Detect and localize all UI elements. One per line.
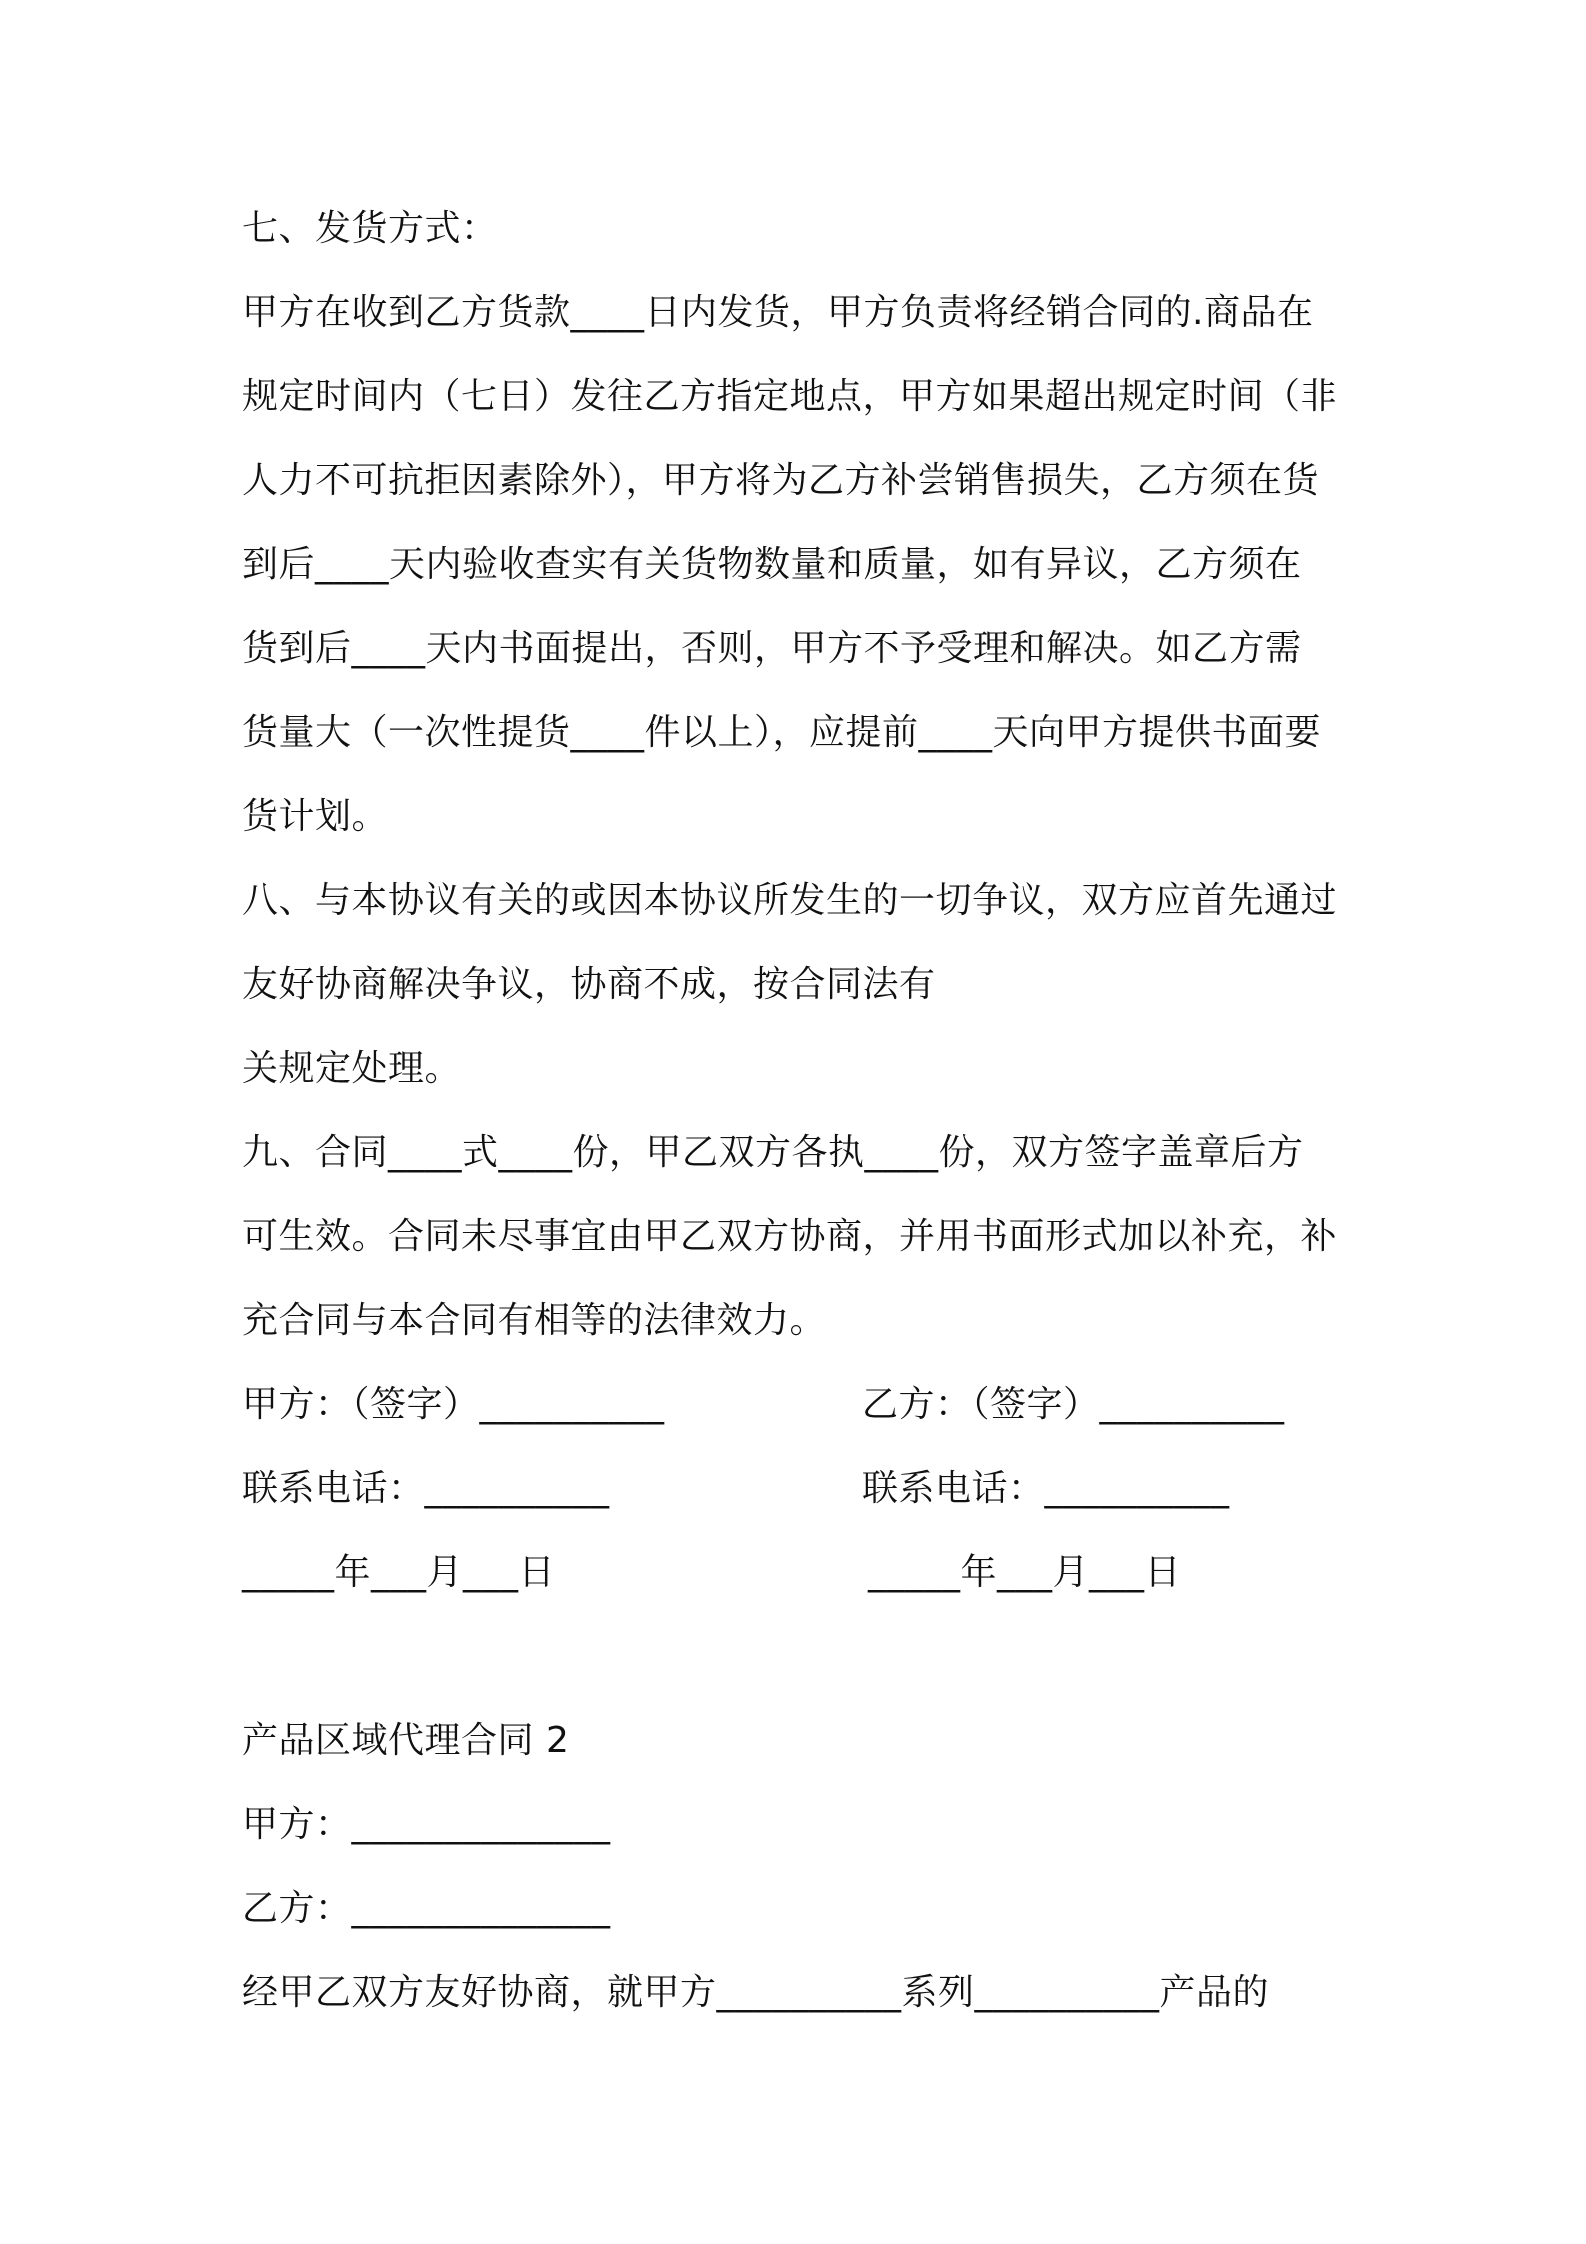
- paragraph-line: 关规定处理。: [242, 1048, 462, 1089]
- party-b-signature: 乙方：（签字）__________: [862, 1384, 1285, 1425]
- contract-2-party-a: 甲方：______________: [242, 1804, 611, 1845]
- party-a-signature: 甲方：（签字）__________: [242, 1384, 665, 1425]
- paragraph-line: 人力不可抗拒因素除外），甲方将为乙方补尝销售损失，乙方须在货: [242, 460, 1320, 501]
- section-8-line: 八、与本协议有关的或因本协议所发生的一切争议，双方应首先通过: [242, 880, 1338, 921]
- paragraph-line: 甲方在收到乙方货款____日内发货，甲方负责将经销合同的.商品在: [242, 292, 1314, 333]
- section-7-heading: 七、发货方式：: [242, 208, 498, 249]
- paragraph-line: 货量大（一次性提货____件以上），应提前____天向甲方提供书面要: [242, 712, 1322, 753]
- paragraph-line: 友好协商解决争议，协商不成，按合同法有: [242, 964, 936, 1005]
- paragraph-line: 货到后____天内书面提出，否则，甲方不予受理和解决。如乙方需: [242, 628, 1302, 669]
- paragraph-line: 充合同与本合同有相等的法律效力。: [242, 1300, 827, 1341]
- section-9-line: 九、合同____式____份，甲乙双方各执____份，双方签字盖章后方: [242, 1132, 1304, 1173]
- paragraph-line: 可生效。合同未尽事宜由甲乙双方协商，并用书面形式加以补充，补: [242, 1216, 1338, 1257]
- paragraph-line: 到后____天内验收查实有关货物数量和质量，如有异议，乙方须在: [242, 544, 1302, 585]
- contract-2-title: 产品区域代理合同 2: [242, 1720, 570, 1761]
- party-b-date: _____年___月___日: [868, 1552, 1182, 1593]
- contract-2-intro: 经甲乙双方友好协商，就甲方__________系列__________产品的: [242, 1972, 1270, 2013]
- party-a-phone: 联系电话：__________: [242, 1468, 610, 1509]
- paragraph-line: 货计划。: [242, 796, 389, 837]
- party-a-date: _____年___月___日: [242, 1552, 556, 1593]
- paragraph-line: 规定时间内（七日）发往乙方指定地点，甲方如果超出规定时间（非: [242, 376, 1338, 417]
- party-b-phone: 联系电话：__________: [862, 1468, 1230, 1509]
- contract-2-party-b: 乙方：______________: [242, 1888, 611, 1929]
